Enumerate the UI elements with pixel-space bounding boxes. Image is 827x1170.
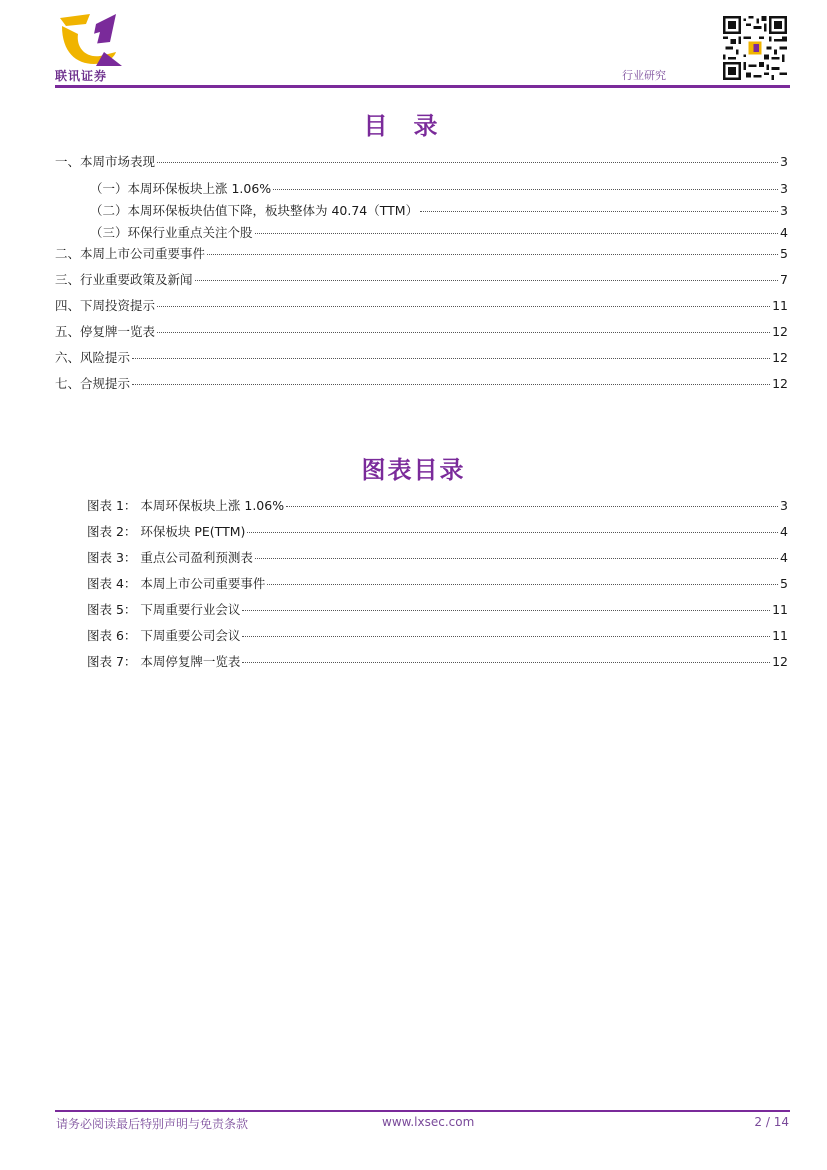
figure-entry[interactable]: 图表 7： 本周停复牌一览表 12 xyxy=(87,654,788,669)
footer-disclaimer: 请务必阅读最后特别声明与免责条款 xyxy=(56,1117,249,1131)
toc-entry[interactable]: 四、下周投资提示 11 xyxy=(55,298,788,313)
toc-entry[interactable]: 一、本周市场表现 3 xyxy=(55,154,788,169)
footer-website-link[interactable]: www.lxsec.com xyxy=(382,1115,475,1129)
figure-entry[interactable]: 图表 5： 下周重要行业会议 11 xyxy=(87,602,788,617)
figure-entry[interactable]: 图表 4： 本周上市公司重要事件 5 xyxy=(87,576,788,591)
toc-entry[interactable]: （三）环保行业重点关注个股 4 xyxy=(90,225,788,240)
toc-entry[interactable]: （二）本周环保板块估值下降，板块整体为 40.74（TTM） 3 xyxy=(90,203,788,218)
toc-entry[interactable]: 三、行业重要政策及新闻 7 xyxy=(55,272,788,287)
figure-entry[interactable]: 图表 3： 重点公司盈利预测表 4 xyxy=(87,550,788,565)
toc-title: 目录 xyxy=(363,112,464,140)
toc-entry[interactable]: 二、本周上市公司重要事件 5 xyxy=(55,246,788,261)
toc-entry[interactable]: 五、停复牌一览表 12 xyxy=(55,324,788,339)
figure-entry[interactable]: 图表 1： 本周环保板块上涨 1.06% 3 xyxy=(87,498,788,513)
toc-entry[interactable]: 七、合规提示 12 xyxy=(55,376,788,391)
qr-code-icon xyxy=(723,16,787,80)
toc-entry[interactable]: （一）本周环保板块上涨 1.06% 3 xyxy=(90,181,788,196)
company-logo-icon xyxy=(56,12,126,68)
toc-entry[interactable]: 六、风险提示 12 xyxy=(55,350,788,365)
page-header xyxy=(0,0,827,92)
company-name: 联讯证券 xyxy=(55,69,108,83)
footer-rule xyxy=(55,1110,790,1112)
footer-page-number: 2 / 14 xyxy=(754,1115,789,1129)
header-rule xyxy=(55,85,790,88)
figures-title: 图表目录 xyxy=(361,456,466,484)
report-type: 行业研究 xyxy=(622,69,666,82)
figure-entry[interactable]: 图表 2： 环保板块 PE(TTM) 4 xyxy=(87,524,788,539)
figure-entry[interactable]: 图表 6： 下周重要公司会议 11 xyxy=(87,628,788,643)
